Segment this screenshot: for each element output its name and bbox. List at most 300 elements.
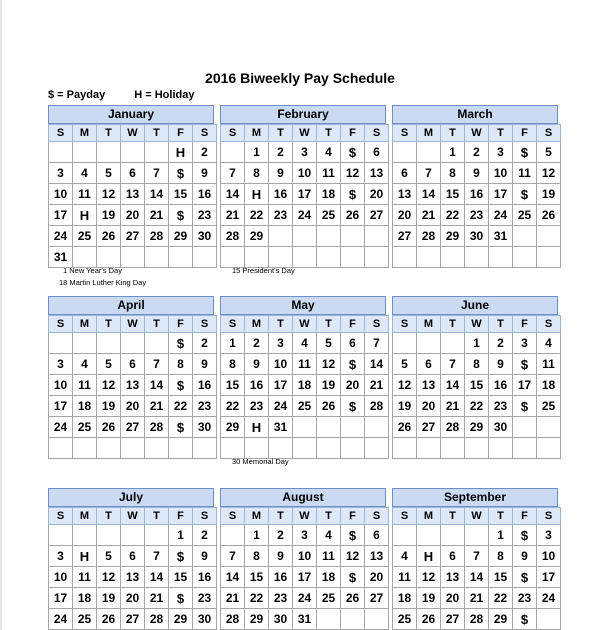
day-cell: 20 — [341, 375, 365, 396]
day-cell: 30 — [193, 417, 217, 438]
day-cell: 17 — [49, 588, 73, 609]
day-cell: 21 — [417, 205, 441, 226]
weekday-header: M — [417, 125, 441, 142]
day-cell: 16 — [193, 375, 217, 396]
day-cell: 29 — [221, 417, 245, 438]
day-cell: 21 — [221, 588, 245, 609]
day-cell: 15 — [489, 567, 513, 588]
day-cell: 28 — [145, 609, 169, 630]
weekday-header: S — [365, 316, 389, 333]
week-row — [49, 588, 217, 609]
day-cell: 12 — [317, 354, 341, 375]
holiday-notes-may — [232, 456, 289, 468]
empty-cell — [365, 438, 389, 459]
month-name: August — [220, 488, 386, 507]
weekday-header: M — [245, 508, 269, 525]
day-cell: 16 — [465, 184, 489, 205]
week-row — [49, 205, 217, 226]
day-cell: 20 — [417, 396, 441, 417]
empty-cell — [393, 525, 417, 546]
day-cell: 29 — [465, 417, 489, 438]
day-cell: 22 — [245, 588, 269, 609]
month-may — [220, 296, 386, 459]
payday-cell: $ — [169, 588, 193, 609]
payday-cell: $ — [513, 567, 537, 588]
day-cell: 9 — [193, 163, 217, 184]
day-cell: 31 — [49, 247, 73, 268]
weekday-header: T — [317, 508, 341, 525]
month-january — [48, 105, 214, 268]
day-cell: 15 — [169, 567, 193, 588]
day-cell: 13 — [365, 163, 389, 184]
weekday-header: S — [221, 316, 245, 333]
day-cell: 7 — [465, 546, 489, 567]
payday-cell: $ — [341, 525, 365, 546]
day-cell: 22 — [441, 205, 465, 226]
weekday-header: T — [97, 508, 121, 525]
empty-cell — [73, 142, 97, 163]
day-cell: 11 — [73, 375, 97, 396]
week-row — [49, 333, 217, 354]
day-cell: 19 — [417, 588, 441, 609]
day-cell: 23 — [489, 396, 513, 417]
day-cell: 9 — [489, 354, 513, 375]
day-cell: 29 — [245, 226, 269, 247]
payday-cell: $ — [169, 163, 193, 184]
holiday-cell: H — [169, 142, 193, 163]
month-name: April — [48, 296, 214, 315]
weekday-header: F — [341, 125, 365, 142]
day-cell: 28 — [441, 417, 465, 438]
day-cell: 12 — [393, 375, 417, 396]
holiday-notes-february — [232, 265, 295, 277]
month-grid — [220, 124, 389, 268]
empty-cell — [121, 333, 145, 354]
day-cell: 20 — [441, 588, 465, 609]
day-cell: 6 — [341, 333, 365, 354]
weekday-header: T — [441, 316, 465, 333]
day-cell: 4 — [73, 354, 97, 375]
day-cell: 4 — [317, 142, 341, 163]
day-cell: 2 — [193, 142, 217, 163]
empty-cell — [417, 438, 441, 459]
day-cell: 27 — [441, 609, 465, 630]
week-row — [393, 546, 561, 567]
week-row — [221, 588, 389, 609]
day-cell: 1 — [245, 142, 269, 163]
empty-cell — [341, 417, 365, 438]
week-row — [393, 226, 561, 247]
payday-cell: $ — [513, 142, 537, 163]
day-cell: 18 — [293, 375, 317, 396]
month-september — [392, 488, 558, 630]
day-cell: 30 — [465, 226, 489, 247]
weekday-header: S — [49, 125, 73, 142]
day-cell: 22 — [465, 396, 489, 417]
day-cell: 15 — [169, 184, 193, 205]
week-row — [49, 567, 217, 588]
day-cell: 27 — [417, 417, 441, 438]
empty-cell — [49, 525, 73, 546]
day-cell: 25 — [293, 396, 317, 417]
month-name: June — [392, 296, 558, 315]
day-cell: 16 — [269, 567, 293, 588]
day-cell: 23 — [269, 588, 293, 609]
day-cell: 26 — [97, 609, 121, 630]
day-cell: 17 — [293, 567, 317, 588]
day-cell: 15 — [221, 375, 245, 396]
weekday-header: S — [221, 125, 245, 142]
payday-cell: $ — [169, 417, 193, 438]
weekday-header: T — [441, 508, 465, 525]
day-cell: 25 — [73, 609, 97, 630]
day-cell: 11 — [317, 163, 341, 184]
day-cell: 3 — [489, 142, 513, 163]
day-cell: 26 — [417, 609, 441, 630]
day-cell: 21 — [145, 205, 169, 226]
day-cell: 7 — [145, 354, 169, 375]
day-cell: 26 — [537, 205, 561, 226]
weekday-header: T — [269, 125, 293, 142]
day-cell: 23 — [193, 396, 217, 417]
day-cell: 26 — [97, 226, 121, 247]
day-cell: 22 — [169, 396, 193, 417]
empty-cell — [73, 438, 97, 459]
day-cell: 10 — [49, 184, 73, 205]
day-cell: 6 — [417, 354, 441, 375]
week-row — [221, 375, 389, 396]
weekday-header-row — [49, 508, 217, 525]
week-row — [221, 333, 389, 354]
legend-holiday: H = Holiday — [134, 89, 195, 101]
day-cell: 1 — [169, 525, 193, 546]
week-row — [221, 417, 389, 438]
empty-cell — [513, 417, 537, 438]
empty-cell — [441, 247, 465, 268]
month-march — [392, 105, 558, 268]
empty-cell — [169, 438, 193, 459]
weekday-header: S — [49, 508, 73, 525]
empty-cell — [121, 142, 145, 163]
weekday-header: M — [245, 316, 269, 333]
day-cell: 8 — [169, 354, 193, 375]
holiday-cell: H — [245, 417, 269, 438]
empty-cell — [97, 525, 121, 546]
day-cell: 9 — [513, 546, 537, 567]
day-cell: 7 — [417, 163, 441, 184]
day-cell: 27 — [393, 226, 417, 247]
day-cell: 7 — [145, 546, 169, 567]
empty-cell — [193, 247, 217, 268]
day-cell: 27 — [121, 609, 145, 630]
day-cell: 1 — [221, 333, 245, 354]
day-cell: 18 — [317, 567, 341, 588]
day-cell: 22 — [489, 588, 513, 609]
weekday-header: F — [513, 125, 537, 142]
empty-cell — [145, 142, 169, 163]
day-cell: 12 — [97, 375, 121, 396]
empty-cell — [441, 438, 465, 459]
day-cell: 23 — [193, 205, 217, 226]
weekday-header: S — [537, 508, 561, 525]
day-cell: 10 — [489, 163, 513, 184]
day-cell: 6 — [393, 163, 417, 184]
week-row — [49, 396, 217, 417]
day-cell: 13 — [121, 184, 145, 205]
day-cell: 14 — [221, 184, 245, 205]
weekday-header-row — [393, 508, 561, 525]
day-cell: 12 — [97, 567, 121, 588]
empty-cell — [537, 438, 561, 459]
day-cell: 11 — [513, 163, 537, 184]
month-grid — [220, 507, 389, 630]
weekday-header: T — [145, 125, 169, 142]
weekday-header: T — [97, 125, 121, 142]
day-cell: 28 — [221, 226, 245, 247]
week-row — [49, 525, 217, 546]
day-cell: 18 — [317, 184, 341, 205]
day-cell: 10 — [49, 567, 73, 588]
day-cell: 23 — [513, 588, 537, 609]
week-row — [221, 205, 389, 226]
day-cell: 27 — [121, 417, 145, 438]
day-cell: 21 — [221, 205, 245, 226]
weekday-header: T — [317, 125, 341, 142]
day-cell: 15 — [245, 567, 269, 588]
day-cell: 1 — [245, 525, 269, 546]
weekday-header: S — [49, 316, 73, 333]
weekday-header: S — [193, 316, 217, 333]
month-february — [220, 105, 386, 268]
weekday-header: S — [393, 508, 417, 525]
month-april — [48, 296, 214, 459]
day-cell: 11 — [537, 354, 561, 375]
day-cell: 19 — [97, 205, 121, 226]
day-cell: 30 — [269, 609, 293, 630]
payday-cell: $ — [513, 184, 537, 205]
day-cell: 22 — [221, 396, 245, 417]
day-cell: 29 — [441, 226, 465, 247]
day-cell: 12 — [341, 546, 365, 567]
day-cell: 9 — [245, 354, 269, 375]
week-row — [221, 184, 389, 205]
empty-cell — [121, 525, 145, 546]
day-cell: 14 — [145, 567, 169, 588]
day-cell: 26 — [393, 417, 417, 438]
day-cell: 2 — [465, 142, 489, 163]
week-row — [393, 354, 561, 375]
day-cell: 3 — [49, 163, 73, 184]
empty-cell — [317, 226, 341, 247]
day-cell: 13 — [393, 184, 417, 205]
weekday-header: M — [73, 125, 97, 142]
empty-cell — [365, 247, 389, 268]
month-august — [220, 488, 386, 630]
day-cell: 24 — [537, 588, 561, 609]
day-cell: 10 — [293, 163, 317, 184]
day-cell: 29 — [245, 609, 269, 630]
day-cell: 30 — [193, 609, 217, 630]
empty-cell — [393, 142, 417, 163]
day-cell: 5 — [97, 163, 121, 184]
empty-cell — [73, 525, 97, 546]
empty-cell — [393, 438, 417, 459]
day-cell: 21 — [441, 396, 465, 417]
payday-cell: $ — [341, 396, 365, 417]
payday-cell: $ — [341, 567, 365, 588]
week-row — [49, 375, 217, 396]
day-cell: 20 — [393, 205, 417, 226]
holiday-note: 1 New Year's Day — [63, 266, 122, 275]
day-cell: 18 — [393, 588, 417, 609]
empty-cell — [341, 247, 365, 268]
holiday-cell: H — [245, 184, 269, 205]
empty-cell — [145, 333, 169, 354]
day-cell: 27 — [365, 588, 389, 609]
day-cell: 11 — [73, 184, 97, 205]
day-cell: 28 — [145, 417, 169, 438]
week-row — [393, 567, 561, 588]
empty-cell — [417, 525, 441, 546]
weekday-header: T — [441, 125, 465, 142]
month-grid — [392, 507, 561, 630]
month-grid — [48, 507, 217, 630]
weekday-header: S — [393, 316, 417, 333]
week-row — [393, 247, 561, 268]
empty-cell — [341, 438, 365, 459]
empty-cell — [365, 417, 389, 438]
week-row — [393, 525, 561, 546]
month-july — [48, 488, 214, 630]
day-cell: 15 — [465, 375, 489, 396]
empty-cell — [537, 247, 561, 268]
day-cell: 20 — [365, 184, 389, 205]
day-cell: 8 — [489, 546, 513, 567]
weekday-header-row — [393, 316, 561, 333]
weekday-header-row — [49, 125, 217, 142]
day-cell: 23 — [269, 205, 293, 226]
week-row — [393, 205, 561, 226]
weekday-header: T — [489, 508, 513, 525]
day-cell: 6 — [121, 163, 145, 184]
week-row — [49, 609, 217, 630]
day-cell: 5 — [97, 546, 121, 567]
day-cell: 3 — [537, 525, 561, 546]
day-cell: 25 — [73, 226, 97, 247]
day-cell: 16 — [489, 375, 513, 396]
weekday-header: S — [221, 508, 245, 525]
week-row — [393, 184, 561, 205]
weekday-header: T — [269, 316, 293, 333]
day-cell: 4 — [537, 333, 561, 354]
day-cell: 12 — [417, 567, 441, 588]
day-cell: 24 — [293, 588, 317, 609]
week-row — [393, 609, 561, 630]
day-cell: 17 — [513, 375, 537, 396]
empty-cell — [441, 525, 465, 546]
day-cell: 10 — [49, 375, 73, 396]
empty-cell — [293, 247, 317, 268]
empty-cell — [269, 226, 293, 247]
day-cell: 26 — [97, 417, 121, 438]
day-cell: 25 — [513, 205, 537, 226]
empty-cell — [417, 333, 441, 354]
week-row — [221, 567, 389, 588]
empty-cell — [293, 417, 317, 438]
day-cell: 13 — [121, 375, 145, 396]
empty-cell — [145, 247, 169, 268]
day-cell: 16 — [245, 375, 269, 396]
day-cell: 24 — [49, 226, 73, 247]
payday-cell: $ — [169, 333, 193, 354]
day-cell: 23 — [465, 205, 489, 226]
day-cell: 25 — [317, 588, 341, 609]
weekday-header: T — [269, 508, 293, 525]
weekday-header: S — [537, 125, 561, 142]
weekday-header: F — [169, 508, 193, 525]
empty-cell — [513, 226, 537, 247]
day-cell: 19 — [537, 184, 561, 205]
empty-cell — [489, 247, 513, 268]
month-grid — [48, 315, 217, 459]
payday-cell: $ — [341, 354, 365, 375]
empty-cell — [341, 609, 365, 630]
day-cell: 9 — [193, 546, 217, 567]
day-cell: 13 — [417, 375, 441, 396]
week-row — [221, 354, 389, 375]
day-cell: 6 — [441, 546, 465, 567]
day-cell: 2 — [269, 142, 293, 163]
day-cell: 18 — [73, 588, 97, 609]
weekday-header: M — [73, 316, 97, 333]
day-cell: 20 — [121, 396, 145, 417]
weekday-header-row — [221, 508, 389, 525]
day-cell: 18 — [73, 396, 97, 417]
empty-cell — [489, 438, 513, 459]
day-cell: 23 — [245, 396, 269, 417]
day-cell: 16 — [269, 184, 293, 205]
day-cell: 12 — [537, 163, 561, 184]
day-cell: 1 — [489, 525, 513, 546]
day-cell: 9 — [193, 354, 217, 375]
empty-cell — [417, 247, 441, 268]
weekday-header: T — [145, 316, 169, 333]
weekday-header: T — [145, 508, 169, 525]
weekday-header: T — [489, 125, 513, 142]
day-cell: 31 — [489, 226, 513, 247]
day-cell: 3 — [293, 525, 317, 546]
empty-cell — [49, 333, 73, 354]
holiday-note: 18 Martin Luther King Day — [59, 278, 147, 287]
day-cell: 14 — [441, 375, 465, 396]
weekday-header: T — [489, 316, 513, 333]
day-cell: 27 — [365, 205, 389, 226]
weekday-header-row — [49, 316, 217, 333]
weekday-header: T — [97, 316, 121, 333]
empty-cell — [393, 333, 417, 354]
week-row — [221, 546, 389, 567]
day-cell: 11 — [73, 567, 97, 588]
day-cell: 11 — [393, 567, 417, 588]
day-cell: 14 — [145, 184, 169, 205]
empty-cell — [513, 438, 537, 459]
day-cell: 17 — [49, 396, 73, 417]
empty-cell — [49, 142, 73, 163]
day-cell: 10 — [269, 354, 293, 375]
empty-cell — [441, 333, 465, 354]
holiday-notes-january — [59, 265, 147, 289]
day-cell: 26 — [341, 205, 365, 226]
